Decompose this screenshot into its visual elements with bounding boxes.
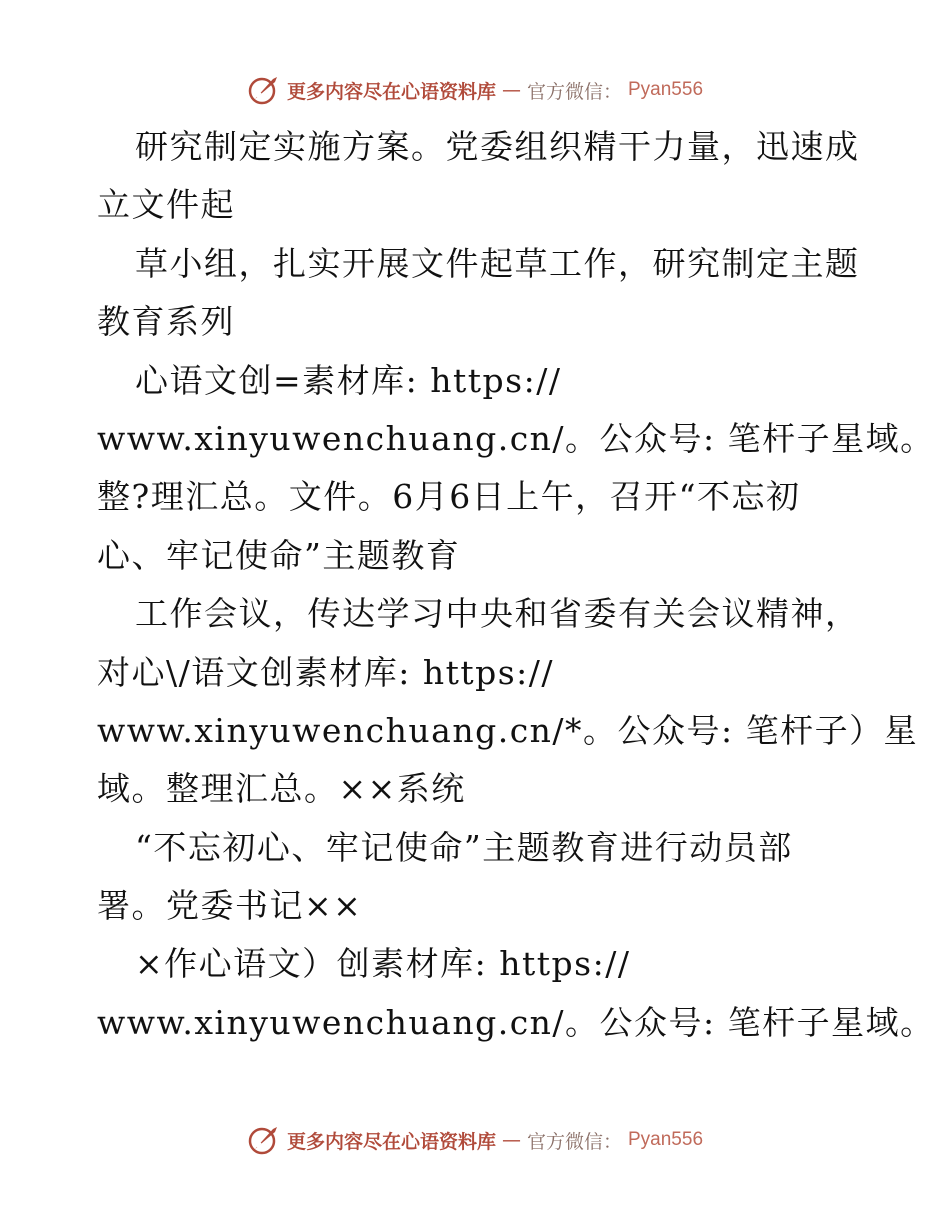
text-line: 工作会议，传达学习中央和省委有关会议精神， [135, 594, 860, 634]
text-line: www.xinyuwenchuang.cn/。公众号: 笔杆子星域。 [97, 1002, 935, 1042]
text-line: “不忘初心、牢记使命”主题教育进行动员部 [135, 827, 793, 867]
quill-pen-logo-icon [247, 73, 281, 107]
text-line: www.xinyuwenchuang.cn/*。公众号: 笔杆子）星 [97, 710, 919, 750]
wechat-label: 官方微信： [526, 80, 622, 103]
footer-banner [0, 1120, 950, 1160]
text-line: 对心\/语文创素材库: https:// [97, 652, 555, 692]
header-banner [0, 70, 950, 110]
text-line: 立文件起 [97, 185, 235, 225]
text-line: 教育系列 [97, 302, 235, 342]
text-line: ×作心语文）创素材库: https:// [135, 944, 631, 984]
site-name: 更多内容尽在心语资料库 [286, 1130, 496, 1153]
text-line: 研究制定实施方案。党委组织精干力量，迅速成 [135, 127, 860, 166]
separator: — [501, 1129, 521, 1151]
wechat-id: Pyan556 [628, 1129, 704, 1150]
quill-pen-logo-icon [247, 1123, 281, 1157]
text-line: 草小组，扎实开展文件起草工作，研究制定主题 [135, 243, 860, 283]
text-line: 域。整理汇总。××系统 [97, 769, 466, 809]
text-line: 心语文创=素材库: https:// [135, 360, 562, 400]
wechat-id: Pyan556 [628, 79, 704, 100]
text-line: 署。党委书记×× [97, 886, 363, 926]
site-name: 更多内容尽在心语资料库 [286, 80, 496, 103]
wechat-label: 官方微信： [526, 1130, 622, 1153]
document-body [97, 118, 935, 1052]
text-line: www.xinyuwenchuang.cn/。公众号: 笔杆子星域。 [97, 418, 935, 458]
text-line: 整?理汇总。文件。6月6日上午，召开“不忘初 [97, 477, 801, 517]
text-line: 心、牢记使命”主题教育 [97, 535, 461, 575]
separator: — [501, 79, 521, 101]
